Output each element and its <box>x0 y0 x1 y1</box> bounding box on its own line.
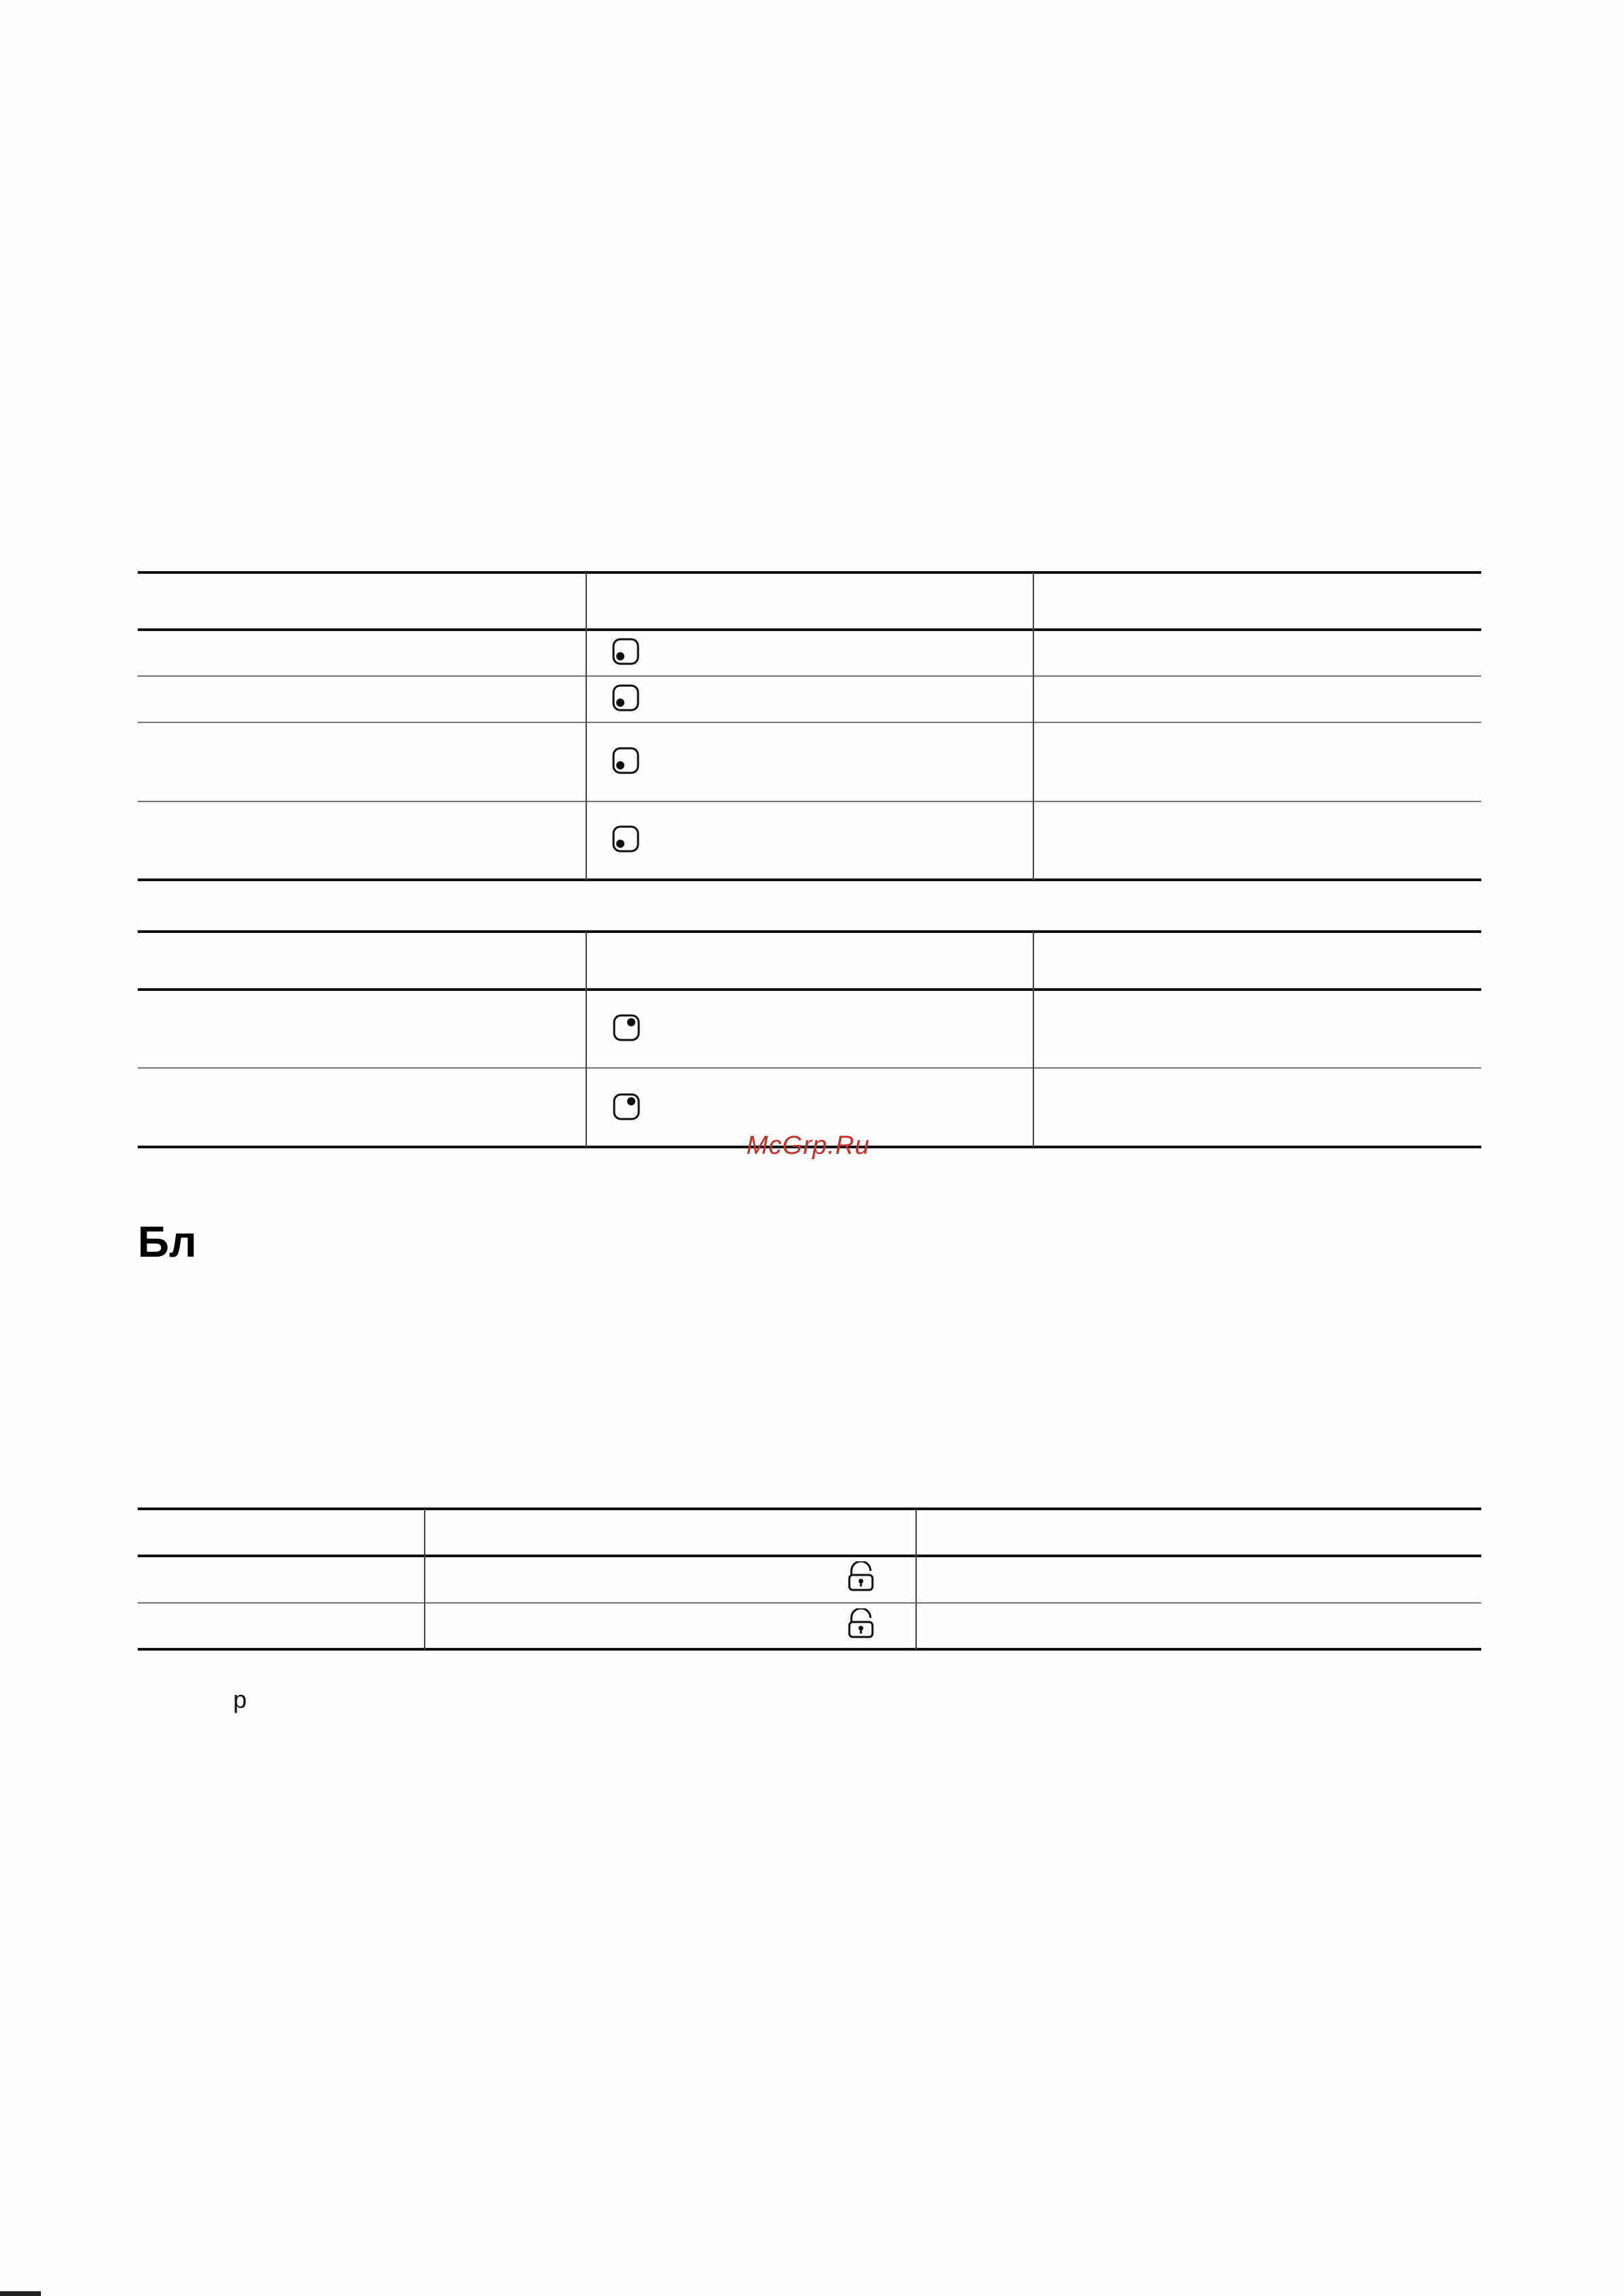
table-1-col-divider <box>1033 572 1034 880</box>
button-dot-upper-icon <box>611 1092 641 1122</box>
table-1-bottom-rule <box>138 878 1481 881</box>
button-dot-lower-icon <box>611 683 641 713</box>
page-edge-mark <box>0 2291 41 2296</box>
table-2-row-rule <box>138 1067 1481 1069</box>
watermark: McGrp.Ru <box>746 1131 870 1160</box>
table-1-row-rule <box>138 801 1481 802</box>
button-dot-lower-icon <box>611 746 641 776</box>
lock-open-icon <box>847 1608 875 1640</box>
button-dot-lower-icon <box>611 637 641 667</box>
table-3-top-rule <box>138 1507 1481 1510</box>
table-3-row-rule <box>138 1602 1481 1604</box>
table-3-col-divider <box>915 1509 917 1649</box>
table-2-col-divider <box>586 932 587 1147</box>
button-dot-upper-icon <box>611 1013 641 1043</box>
table-1-row-rule <box>138 675 1481 677</box>
note-text: р <box>233 1685 247 1713</box>
section-heading: Бл <box>138 1217 197 1266</box>
table-1-header-rule <box>138 628 1481 631</box>
table-1-row-rule <box>138 722 1481 723</box>
table-2-col-divider <box>1033 932 1034 1147</box>
button-dot-lower-icon <box>611 824 641 854</box>
table-3-col-divider <box>424 1509 425 1649</box>
table-1-top-rule <box>138 571 1481 574</box>
table-2-header-rule <box>138 988 1481 991</box>
lock-open-icon <box>847 1561 875 1593</box>
table-3-bottom-rule <box>138 1648 1481 1651</box>
table-1-col-divider <box>586 572 587 880</box>
table-2-top-rule <box>138 930 1481 933</box>
table-3-header-rule <box>138 1555 1481 1557</box>
